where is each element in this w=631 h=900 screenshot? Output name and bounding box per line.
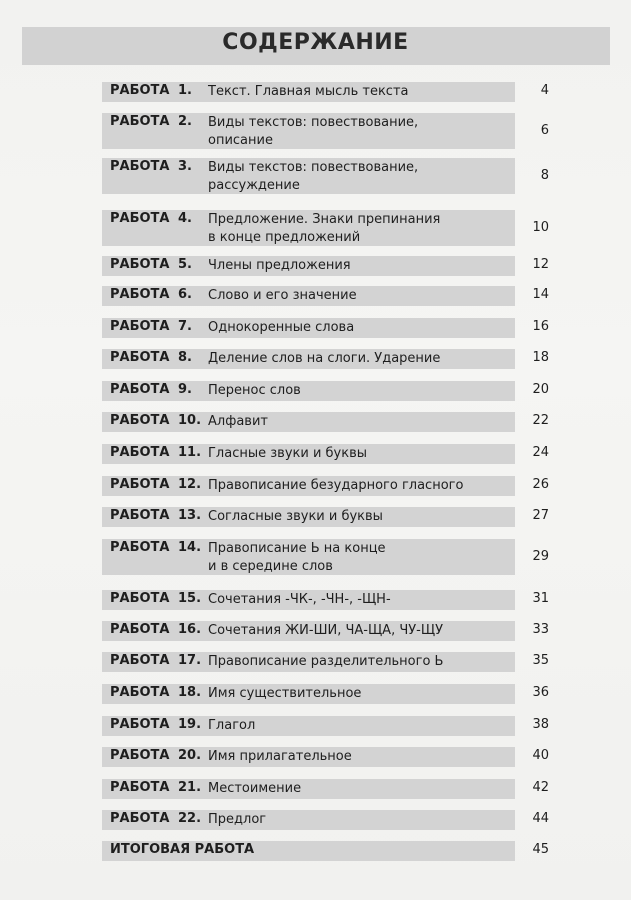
toc-entry-topic: Сочетания ЖИ-ШИ, ЧА-ЩА, ЧУ-ЩУ [208, 623, 443, 638]
toc-entry [0, 82, 631, 102]
toc-entry-page: 27 [532, 508, 549, 523]
toc-entry-label: РАБОТА [110, 350, 170, 365]
toc-entry-page: 4 [540, 83, 549, 98]
toc-entry-number: 15. [178, 591, 202, 606]
toc-entry-number: 8. [178, 350, 192, 365]
toc-entry-number: 13. [178, 508, 202, 523]
toc-entry-number: 6. [178, 287, 192, 302]
toc-entry [0, 621, 631, 641]
toc-entry-number: 14. [178, 540, 202, 555]
toc-entry-label: РАБОТА [110, 159, 170, 174]
toc-entry [0, 476, 631, 496]
toc-entry-page: 12 [532, 257, 549, 272]
toc-entry-number: 20. [178, 748, 202, 763]
toc-entry [0, 716, 631, 736]
toc-entry-page: 33 [532, 622, 549, 637]
toc-entry-topic: Местоимение [208, 781, 302, 796]
toc-entry-page: 24 [532, 445, 549, 460]
toc-entry-label: РАБОТА [110, 685, 170, 700]
toc-entry-topic: Имя прилагательное [208, 749, 352, 764]
toc-entry-label: РАБОТА [110, 413, 170, 428]
toc-entry-page: 36 [532, 685, 549, 700]
toc-entry-label: РАБОТА [110, 477, 170, 492]
toc-entry-topic: Гласные звуки и буквы [208, 446, 368, 461]
toc-entry-topic: Правописание безударного гласного [208, 478, 464, 493]
toc-entry-topic: Глагол [208, 718, 256, 733]
toc-entry-topic: Однокоренные слова [208, 320, 355, 335]
toc-entry-number: 3. [178, 159, 192, 174]
toc-entry-label: РАБОТА [110, 540, 170, 555]
toc-entry-label: РАБОТА [110, 591, 170, 606]
toc-entry-label: РАБОТА [110, 287, 170, 302]
toc-entry-page: 14 [532, 287, 549, 302]
toc-entry-label: РАБОТА [110, 508, 170, 523]
toc-entry-number: 19. [178, 717, 202, 732]
toc-entry-label: РАБОТА [110, 83, 170, 98]
toc-entry-page: 35 [532, 653, 549, 668]
toc-entry-topic: Перенос слов [208, 383, 301, 398]
toc-entry-page: 10 [532, 220, 549, 235]
toc-entry-page: 42 [532, 780, 549, 795]
toc-entry-topic: Предложение. Знаки препинания [208, 212, 441, 227]
toc-entry-page: 20 [532, 382, 549, 397]
toc-entry-number: 21. [178, 780, 202, 795]
toc-entry [0, 412, 631, 432]
toc-entry [0, 779, 631, 799]
toc-entry-label: РАБОТА [110, 811, 170, 826]
toc-entry-label: РАБОТА [110, 717, 170, 732]
toc-entry [0, 381, 631, 401]
toc-entry [0, 590, 631, 610]
toc-entry-page: 22 [532, 413, 549, 428]
toc-entry-label: РАБОТА [110, 748, 170, 763]
toc-entry-topic: Правописание разделительного Ь [208, 654, 444, 669]
toc-entry-topic: в конце предложений [208, 230, 361, 245]
toc-entry [0, 158, 631, 194]
toc-entry-label: РАБОТА [110, 382, 170, 397]
toc-entry-number: 2. [178, 114, 192, 129]
toc-entry [0, 810, 631, 830]
toc-entry-page: 18 [532, 350, 549, 365]
toc-entry-label: РАБОТА [110, 780, 170, 795]
toc-entry [0, 318, 631, 338]
toc-entry-number: 9. [178, 382, 192, 397]
toc-entry-label: РАБОТА [110, 653, 170, 668]
toc-entry [0, 349, 631, 369]
toc-entry-page: 40 [532, 748, 549, 763]
toc-entry-number: 7. [178, 319, 192, 334]
toc-entry-number: 16. [178, 622, 202, 637]
toc-entry-number: 18. [178, 685, 202, 700]
toc-entry-page: 31 [532, 591, 549, 606]
toc-entry [0, 256, 631, 276]
toc-entry [0, 652, 631, 672]
toc-final-label: ИТОГОВАЯ РАБОТА [110, 842, 255, 857]
toc-entry-topic: Виды текстов: повествование, [208, 160, 419, 175]
toc-entry [0, 507, 631, 527]
toc-entry-page: 44 [532, 811, 549, 826]
toc-entry-number: 17. [178, 653, 202, 668]
toc-entry [0, 684, 631, 704]
toc-entry-topic: Деление слов на слоги. Ударение [208, 351, 441, 366]
toc-entry-label: РАБОТА [110, 257, 170, 272]
toc-entry [0, 286, 631, 306]
toc-entry-number: 12. [178, 477, 202, 492]
toc-entry-page: 8 [540, 168, 549, 183]
toc-entry-topic: Имя существительное [208, 686, 362, 701]
toc-entry [0, 113, 631, 149]
toc-entry-topic: Согласные звуки и буквы [208, 509, 383, 524]
toc-entry-label: РАБОТА [110, 211, 170, 226]
toc-entry-topic: рассуждение [208, 178, 300, 193]
toc-final-entry [0, 841, 631, 861]
toc-final-page: 45 [532, 842, 549, 857]
toc-entry-number: 5. [178, 257, 192, 272]
toc-entry-topic: Слово и его значение [208, 288, 357, 303]
toc-entry-topic: и в середине слов [208, 559, 333, 574]
toc-entry-label: РАБОТА [110, 445, 170, 460]
toc-entry [0, 444, 631, 464]
toc-entry-topic: Правописание Ь на конце [208, 541, 386, 556]
toc-entry-page: 29 [532, 549, 549, 564]
toc-entry-topic: Текст. Главная мысль текста [208, 84, 409, 99]
toc-entry-number: 10. [178, 413, 202, 428]
toc-entry-page: 16 [532, 319, 549, 334]
toc-entry-topic: Сочетания -ЧК-, -ЧН-, -ЩН- [208, 592, 391, 607]
toc-entry-number: 4. [178, 211, 192, 226]
toc-entry [0, 747, 631, 767]
toc-entry-page: 26 [532, 477, 549, 492]
toc-entry [0, 210, 631, 246]
toc-entry-number: 1. [178, 83, 192, 98]
page-title: СОДЕРЖАНИЕ [222, 30, 409, 55]
toc-entry-label: РАБОТА [110, 114, 170, 129]
toc-entry-topic: Члены предложения [208, 258, 351, 273]
toc-entry-topic: Предлог [208, 812, 267, 827]
toc-entry-label: РАБОТА [110, 622, 170, 637]
toc-entry-number: 11. [178, 445, 202, 460]
toc-entry-label: РАБОТА [110, 319, 170, 334]
toc-entry [0, 539, 631, 575]
toc-entry-number: 22. [178, 811, 202, 826]
toc-entry-page: 6 [540, 123, 549, 138]
toc-entry-topic: Алфавит [208, 414, 268, 429]
toc-entry-topic: Виды текстов: повествование, [208, 115, 419, 130]
toc-entry-page: 38 [532, 717, 549, 732]
toc-entry-topic: описание [208, 133, 273, 148]
